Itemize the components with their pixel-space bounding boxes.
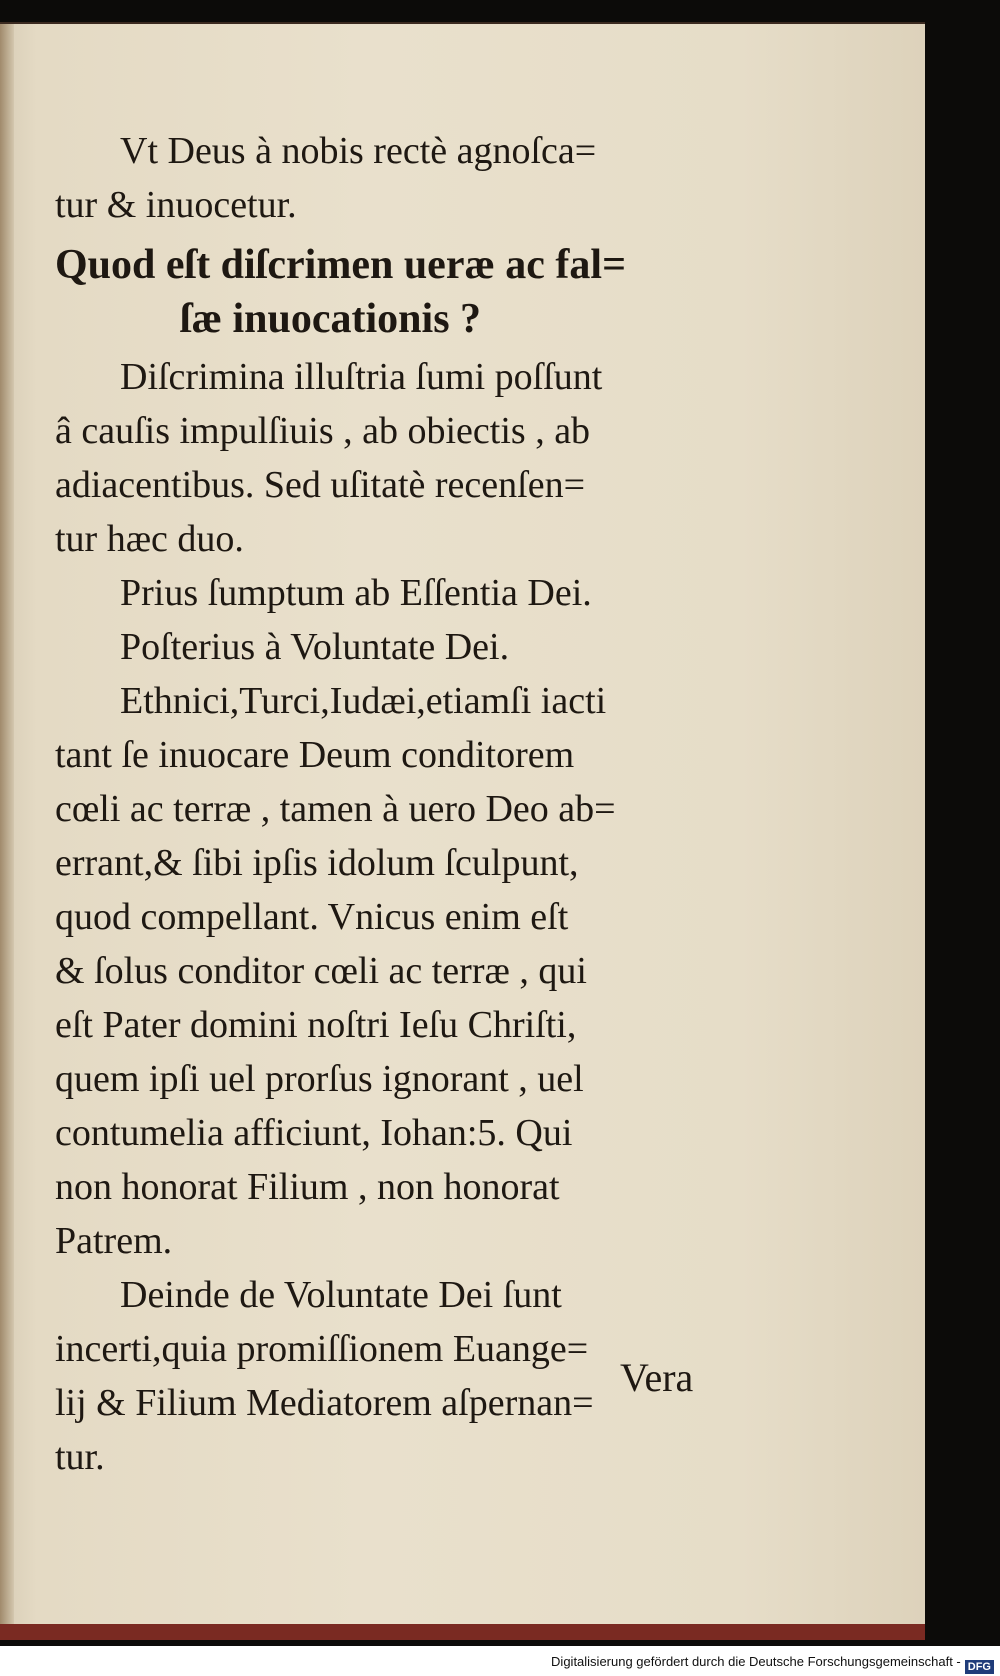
page-bottom-edge [0,1624,925,1640]
text-line: Diſcrimina illuſtria ſumi poſſunt [120,356,603,398]
text-line: non honorat Filium , non honorat [55,1166,560,1208]
text-line: Deinde de Voluntate Dei ſunt [120,1274,562,1316]
text-line: tur. [55,1436,105,1478]
text-line: incerti,quia promiſſionem Euange= [55,1328,589,1370]
text-line: Poſterius à Voluntate Dei. [120,626,510,668]
text-line: eſt Pater domini noſtri Ieſu Chriſti, [55,1004,577,1046]
book-page [0,22,925,1640]
text-line: contumelia afficiunt, Iohan:5. Qui [55,1112,573,1154]
text-line: Prius ſumptum ab Eſſentia Dei. [120,572,592,614]
page-text [55,124,715,1484]
text-line: & ſolus conditor cœli ac terræ , qui [55,950,587,992]
text-line: lij & Filium Mediatorem aſpernan= [55,1382,594,1424]
text-line: tant ſe inuocare Deum conditorem [55,734,575,776]
text-line: tur & inuocetur. [55,184,297,226]
catchword: Vera [620,1355,694,1400]
dfg-logo: DFG [965,1660,994,1674]
page-spine-edge [0,24,14,1640]
footer-text: Digitalisierung gefördert durch die Deutsche Forschungsgemeinschaft - [551,1654,961,1669]
text-line: errant,& ſibi ipſis idolum ſculpunt, [55,842,579,884]
text-line: cœli ac terræ , tamen à uero Deo ab= [55,788,616,830]
question-heading: ſæ inuocationis ? [180,296,482,342]
text-line: tur hæc duo. [55,518,244,560]
text-line: Patrem. [55,1220,173,1262]
digitization-footer [0,1646,1000,1676]
text-line: â cauſis impulſiuis , ab obiectis , ab [55,410,591,452]
text-line: adiacentibus. Sed uſitatè recenſen= [55,464,585,506]
text-line: Ethnici,Turci,Iudæi,etiamſi iacti [120,680,607,722]
text-line: Vt Deus à nobis rectè agnoſca= [120,130,597,172]
question-heading: Quod eſt diſcrimen ueræ ac fal= [55,242,627,288]
text-line: quod compellant. Vnicus enim eſt [55,896,569,938]
text-line: quem ipſi uel prorſus ignorant , uel [55,1058,584,1100]
